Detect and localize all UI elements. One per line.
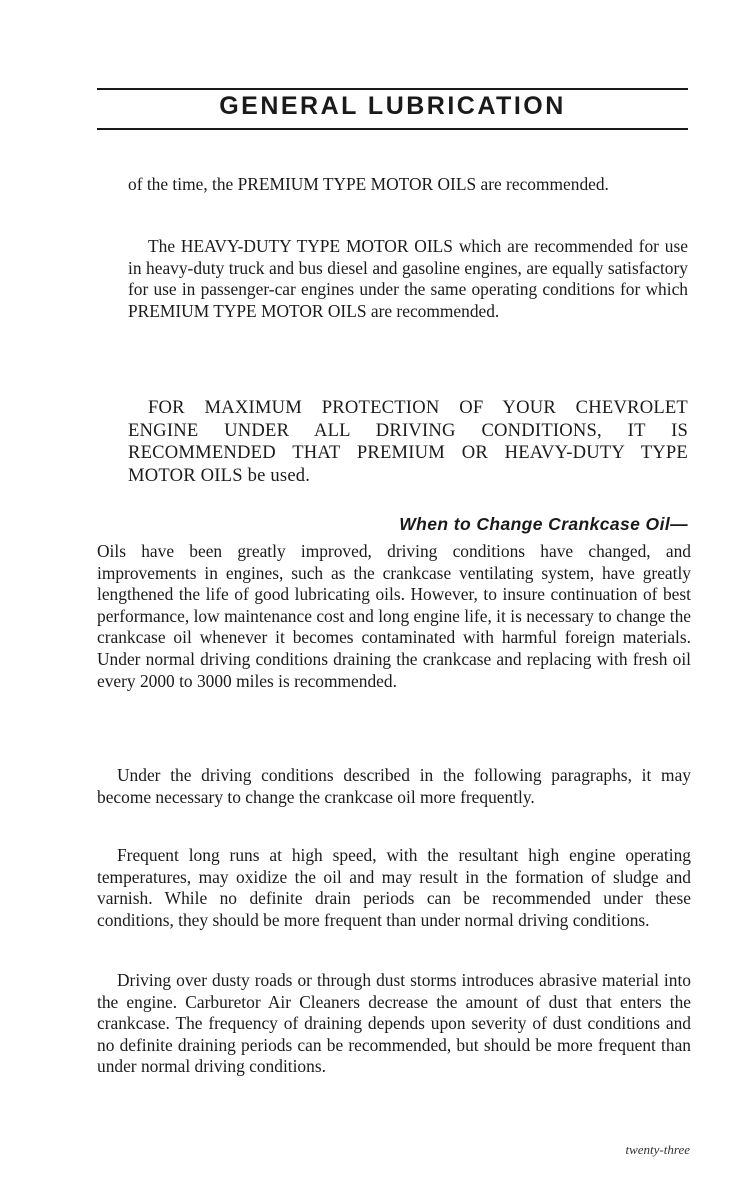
paragraph-heavy-duty-oils: The HEAVY-DUTY TYPE MOTOR OILS which are recommended for use in heavy-duty truck and bus diesel and gasoline engines, are equally satisfactory for use in passenger-car engines under the same operating conditions for which PREMIUM TYPE MOTOR OILS are recommended. [128,236,688,321]
section-heading: When to Change Crankcase Oil— [399,514,688,534]
page-title: GENERAL LUBRICATION [219,92,566,120]
paragraph-dusty-roads: Driving over dusty roads or through dust storms introduces abrasive material into the engine. Carburetor Air Cleaners decrease the amount of dust that enters the crankcase. The frequency of draining depends upon severity of dust conditions and no definite draining periods can be recommended, but should be more frequent than under normal driving conditions. [97,970,691,1077]
paragraph-frequent-changes: Under the driving conditions described in the following paragraphs, it may become necessary to change the crankcase oil more frequently. [97,765,691,807]
paragraph-maximum-protection: FOR MAXIMUM PROTECTION OF YOUR CHEVROLET ENGINE UNDER ALL DRIVING CONDITIONS, IT IS RECOMMENDED THAT PREMIUM OR HEAVY-DUTY TYPE MOTOR OILS be used. [128,397,688,486]
header-rule-bottom [97,128,688,130]
paragraph-oil-change-intro: Oils have been greatly improved, driving conditions have changed, and improvements in engines, such as the crankcase ventilating system, have greatly lengthened the life of good lubricating oils. However, to insure continuation of best performance, low maintenance cost and long engine life, it is necessary to change the crankcase oil whenever it becomes contaminated with harmful foreign materials. Under normal driving conditions draining the crankcase and replacing with fresh oil every 2000 to 3000 miles is recommended. [97,541,691,691]
page-number: twenty-three [625,1142,690,1157]
header-rule-top [97,88,688,90]
paragraph-premium-oils: of the time, the PREMIUM TYPE MOTOR OILS are recommended. [128,174,609,194]
paragraph-high-speed-runs: Frequent long runs at high speed, with the resultant high engine operating temperatures, may oxidize the oil and may result in the formation of sludge and varnish. While no definite drain periods can be recommended under these conditions, they should be more frequent than under normal driving conditions. [97,845,691,930]
